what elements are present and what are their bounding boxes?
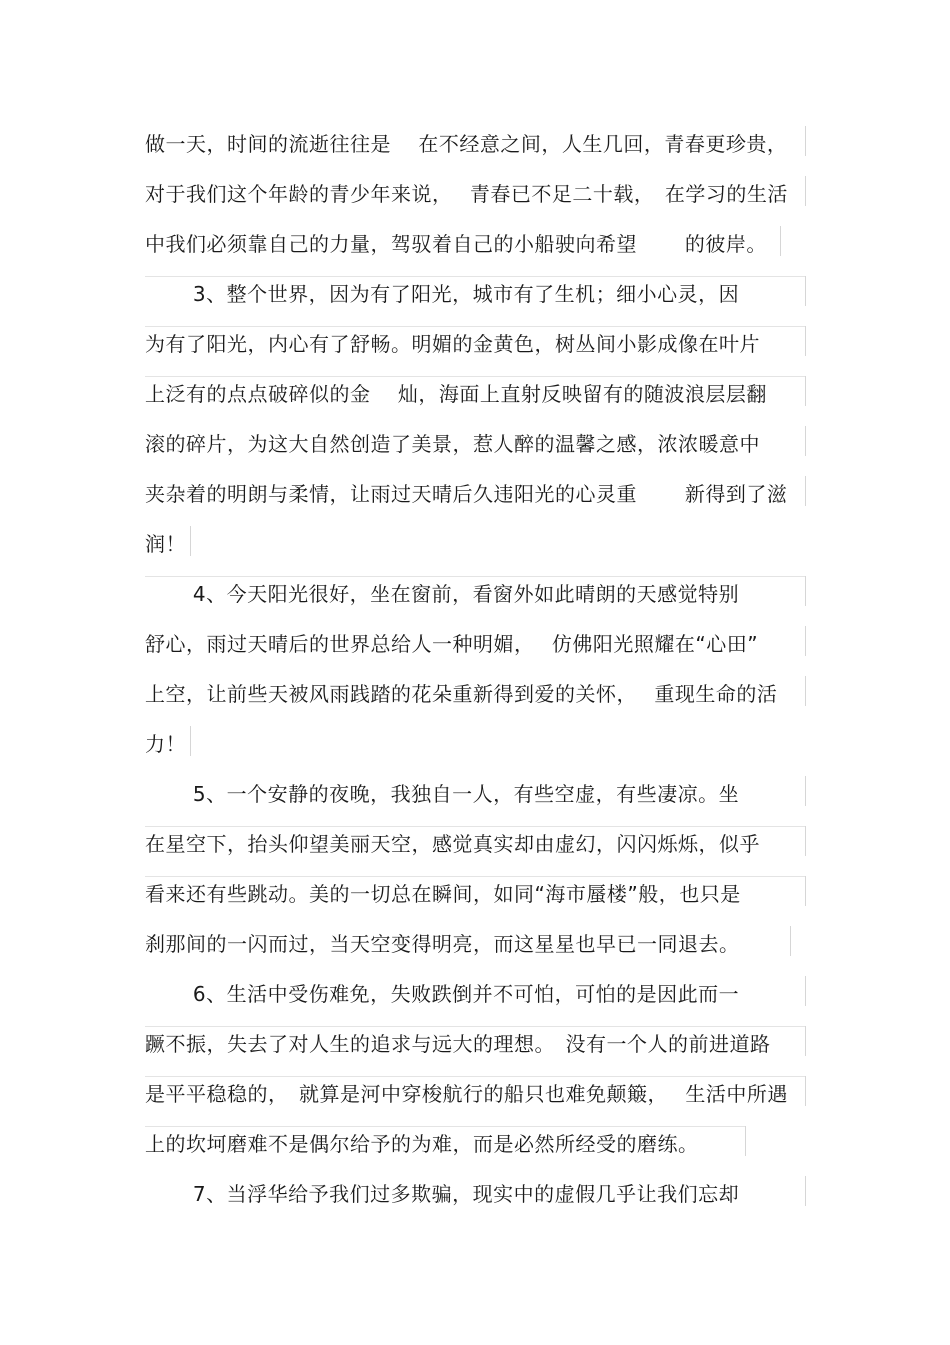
line-box-right-border — [805, 476, 806, 506]
text-line-content: 力！ — [145, 732, 186, 756]
text-line — [145, 926, 790, 976]
text-line — [145, 226, 780, 276]
line-box-right-border — [780, 226, 781, 256]
line-box-right-border — [805, 126, 806, 156]
line-box-right-border — [805, 776, 806, 806]
line-box-top-border — [145, 276, 805, 277]
text-line — [145, 1176, 805, 1226]
line-box-right-border — [805, 826, 806, 856]
line-box-right-border — [805, 676, 806, 706]
text-line — [145, 376, 805, 426]
line-box-right-border — [805, 876, 806, 906]
line-box-top-border — [145, 1126, 745, 1127]
text-line-content: 3、整个世界，因为有了阳光，城市有了生机；细小心灵，因 — [145, 282, 740, 306]
text-line-content: 5、一个安静的夜晚，我独自一人，有些空虚，有些凄凉。坐 — [145, 782, 740, 806]
text-line — [145, 276, 805, 326]
line-box-right-border — [805, 176, 806, 206]
line-box-right-border — [805, 1176, 806, 1206]
line-box-top-border — [145, 576, 805, 577]
text-line-content: 上的坎坷磨难不是偶尔给予的为难，而是必然所经受的磨练。 — [145, 1132, 699, 1156]
text-line — [145, 676, 805, 726]
text-line-content: 上泛有的点点破碎似的金 灿，海面上直射反映留有的随波浪层层翻 — [145, 382, 767, 406]
text-line — [145, 476, 805, 526]
line-box-right-border — [805, 626, 806, 656]
text-line-content: 4、今天阳光很好，坐在窗前，看窗外如此晴朗的天感觉特别 — [145, 582, 740, 606]
text-line — [145, 326, 805, 376]
line-box-right-border — [790, 926, 791, 956]
line-box-right-border — [805, 276, 806, 306]
text-line — [145, 976, 805, 1026]
text-line-content: 舒心，雨过天晴后的世界总给人一种明媚， 仿佛阳光照耀在“心田” — [145, 632, 759, 656]
text-line-content: 在星空下，抬头仰望美丽天空，感觉真实却由虚幻，闪闪烁烁，似乎 — [145, 832, 760, 856]
text-line-content: 中我们必须靠自己的力量，驾驭着自己的小船驶向希望 的彼岸。 — [145, 232, 767, 256]
text-line-content: 6、生活中受伤难免，失败跌倒并不可怕，可怕的是因此而一 — [145, 982, 740, 1006]
line-box-right-border — [805, 426, 806, 456]
text-line — [145, 776, 805, 826]
text-line-content: 蹶不振，失去了对人生的追求与远大的理想。 没有一个人的前进道路 — [145, 1032, 771, 1056]
line-box-top-border — [145, 826, 805, 827]
line-box-top-border — [145, 1076, 805, 1077]
line-box-right-border — [745, 1126, 746, 1156]
text-line-content: 为有了阳光，内心有了舒畅。明媚的金黄色，树丛间小影成像在叶片 — [145, 332, 760, 356]
text-line — [145, 1076, 805, 1126]
line-box-right-border — [805, 1076, 806, 1106]
text-line-content: 7、当浮华给予我们过多欺骗，现实中的虚假几乎让我们忘却 — [145, 1182, 740, 1206]
line-box-right-border — [805, 976, 806, 1006]
line-box-right-border — [805, 576, 806, 606]
text-line — [145, 426, 805, 476]
text-line — [145, 826, 805, 876]
text-line-content: 做一天，时间的流逝往往是 在不经意之间，人生几回，青春更珍贵， — [145, 132, 788, 156]
line-box-top-border — [145, 876, 805, 877]
line-box-right-border — [805, 326, 806, 356]
text-line-content: 看来还有些跳动。美的一切总在瞬间，如同“海市蜃楼”般，也只是 — [145, 882, 741, 906]
text-line — [145, 1126, 745, 1176]
text-line — [145, 626, 805, 676]
line-box-top-border — [145, 376, 805, 377]
text-line — [145, 126, 805, 176]
text-line — [145, 526, 190, 576]
text-line — [145, 876, 805, 926]
text-line — [145, 576, 805, 626]
text-line-content: 润！ — [145, 532, 186, 556]
line-box-top-border — [145, 326, 805, 327]
text-line — [145, 176, 805, 226]
line-box-right-border — [190, 726, 191, 756]
line-box-right-border — [190, 526, 191, 556]
line-box-top-border — [145, 1026, 805, 1027]
text-line-content: 上空，让前些天被风雨践踏的花朵重新得到爱的关怀， 重现生命的活 — [145, 682, 778, 706]
text-line — [145, 726, 190, 776]
text-line-content: 是平平稳稳的， 就算是河中穿梭航行的船只也难免颠簸， 生活中所遇 — [145, 1082, 788, 1106]
text-line-content: 滚的碎片，为这大自然创造了美景，惹人醉的温馨之感，浓浓暖意中 — [145, 432, 760, 456]
line-box-right-border — [805, 376, 806, 406]
text-line-content: 对于我们这个年龄的青少年来说， 青春已不足二十载， 在学习的生活 — [145, 182, 788, 206]
text-line-content: 夹杂着的明朗与柔情，让雨过天晴后久违阳光的心灵重 新得到了滋 — [145, 482, 788, 506]
line-box-right-border — [805, 1026, 806, 1056]
text-line — [145, 1026, 805, 1076]
text-line-content: 刹那间的一闪而过，当天空变得明亮，而这星星也早已一同退去。 — [145, 932, 740, 956]
